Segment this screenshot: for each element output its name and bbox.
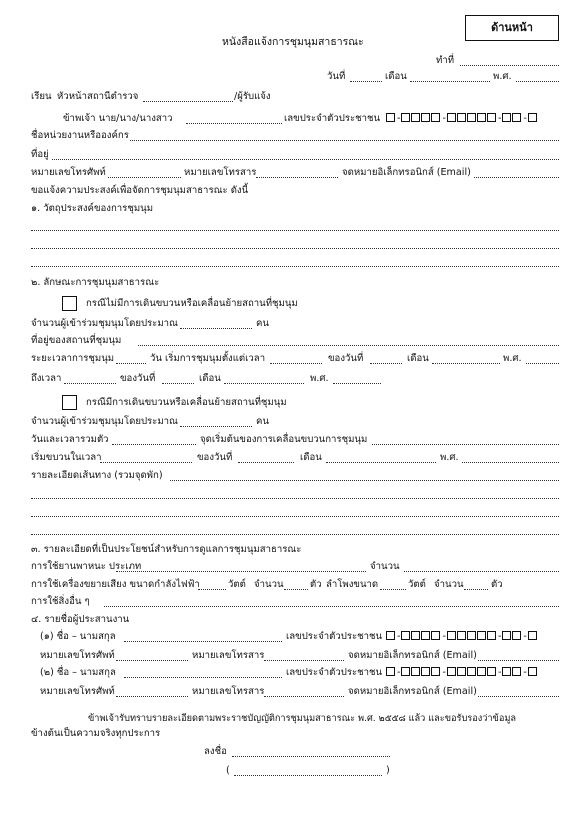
coordinator-2-phone-label: หมายเลขโทรศัพท์ [40,686,115,697]
coordinator-2-id-label: เลขประจำตัวประชาชน [286,667,383,678]
no-march-start-time-field[interactable] [270,363,322,364]
signature-field[interactable] [232,756,390,757]
no-march-participants-label: จำนวนผู้เข้าร่วมชุมนุมโดยประมาณ [31,318,178,329]
march-label: กรณีมีการเดินขบวนหรือเคลื่อนย้ายสถานที่ชุมนุม [86,397,287,408]
no-march-until-month-label: เดือน [199,373,221,384]
salutation-prefix: เรียน [31,91,52,102]
applicant-id-label: เลขประจำตัวประชาชน [284,113,381,124]
march-year-field[interactable] [462,462,559,463]
purpose-line-3[interactable] [31,266,559,267]
speaker-size-label: ลำโพงขนาด [326,579,379,590]
fax-label: หมายเลขโทรสาร [184,167,257,178]
coordinator-2-name-label: (๒) ชื่อ – นามสกุล [40,667,116,678]
applicant-id-boxes[interactable]: - - - - [386,113,538,125]
vehicles-count-label: จำนวน [370,561,400,572]
coordinator-1-phone-label: หมายเลขโทรศัพท์ [40,650,115,661]
coordinator-1-name-field[interactable] [124,641,282,642]
coordinator-1-id-boxes[interactable]: - - - - [386,631,538,643]
coordinator-2-name-field[interactable] [124,677,282,678]
coordinator-1-phone-field[interactable] [116,660,188,661]
route-line-1[interactable] [170,480,559,481]
purpose-line-1[interactable] [31,230,559,231]
route-line-3[interactable] [31,516,559,517]
no-march-persons-unit: คน [256,318,269,329]
fax-field[interactable] [256,177,338,178]
no-march-until-year-label: พ.ศ. [310,373,329,384]
speaker-unit: ตัว [491,579,503,590]
section1-title: ๑. วัตถุประสงค์ของการชุมนุม [31,203,154,214]
section3-title: ๓. รายละเอียดที่เป็นประโยชน์สำหรับการดูแลการชุมนุมสาธารณะ [31,544,302,555]
march-year-label: พ.ศ. [440,452,459,463]
no-march-participants-field[interactable] [180,328,252,329]
coordinator-1-name-label: (๑) ชื่อ – นามสกุล [40,631,116,642]
section2-title: ๒. ลักษณะการชุมนุมสาธารณะ [31,277,160,288]
other-items-label: การใช้สิ่งอื่น ๆ [31,596,90,607]
date-year-field[interactable] [516,81,559,82]
org-field[interactable] [130,140,559,141]
coordinator-2-email-label: จดหมายอิเล็กทรอนิกส์ (Email) [348,686,477,697]
other-items-field[interactable] [104,606,559,607]
date-month-label: เดือน [385,71,407,82]
loudspeaker-count-field[interactable] [284,589,308,590]
no-march-until-label: ถึงเวลา [31,373,62,384]
signature-close-paren: ) [386,765,390,776]
march-day-field[interactable] [238,462,294,463]
speaker-size-field[interactable] [380,589,406,590]
no-march-location-field[interactable] [138,345,559,346]
vehicles-count-field[interactable] [404,571,559,572]
no-march-duration-label: ระยะเวลาการชุมนุม [31,353,115,364]
purpose-line-2[interactable] [31,248,559,249]
coordinator-2-fax-label: หมายเลขโทรสาร [192,686,265,697]
speaker-count-field[interactable] [464,589,488,590]
loudspeaker-count-label: จำนวน [254,579,284,590]
coordinator-2-id-boxes[interactable]: - - - - [386,667,538,679]
route-line-4[interactable] [31,534,559,535]
speaker-watt-unit: วัตต์ [408,579,426,590]
loudspeaker-power-field[interactable] [198,589,226,590]
march-start-time-label: เริ่มขบวนในเวลา [31,452,102,463]
date-day-label: วันที่ [327,71,346,82]
no-march-until-day-label: ของวันที่ [120,373,156,384]
front-page-label: ด้านหน้า [465,15,559,41]
applicant-name-field[interactable] [186,123,282,124]
no-march-until-day-field[interactable] [162,383,194,384]
no-march-year-label: พ.ศ. [503,353,522,364]
loudspeaker-unit: ตัว [310,579,322,590]
march-persons-unit: คน [256,416,269,427]
march-month-field[interactable] [326,462,436,463]
coordinator-1-email-label: จดหมายอิเล็กทรอนิกส์ (Email) [348,650,477,661]
no-march-month-field[interactable] [432,363,500,364]
march-start-point-label: จุดเริ่มต้นของการเคลื่อนขบวนการชุมนุม [200,434,368,445]
loudspeaker-watt-unit: วัตต์ [228,579,246,590]
vehicles-label: การใช้ยานพาหนะ ประเภท [31,561,142,572]
march-participants-field[interactable] [180,426,252,427]
no-march-location-label: ที่อยู่ของสถานที่ชุมนุม [31,335,122,346]
loudspeaker-label: การใช้เครื่องขยายเสียง ขนาดกำลังไฟฟ้า [31,579,200,590]
phone-label: หมายเลขโทรศัพท์ [31,167,106,178]
email-field[interactable] [474,177,559,178]
march-start-time-field[interactable] [100,462,192,463]
applicant-name-label: ข้าพเจ้า นาย/นาง/นางสาว [63,113,173,124]
date-year-label: พ.ศ. [493,71,512,82]
signature-open-paren: ( [226,765,230,776]
page-title: หนังสือแจ้งการชุมนุมสาธารณะ [222,36,364,48]
no-march-days-start-label: วัน เริ่มการชุมนุมตั้งแต่เวลา [150,353,266,364]
salutation-recipient: หัวหน้าสถานีตำรวจ [57,91,139,102]
no-march-until-time-field[interactable] [64,383,116,384]
intent-text: ขอแจ้งความประสงค์เพื่อจัดการชุมนุมสาธารณะ ดังนี้ [31,185,249,196]
coordinator-1-fax-label: หมายเลขโทรสาร [192,650,265,661]
coordinator-2-phone-field[interactable] [116,696,188,697]
no-march-label: กรณีไม่มีการเดินขบวนหรือเคลื่อนย้ายสถานที่ชุมนุม [86,298,298,309]
email-label: จดหมายอิเล็กทรอนิกส์ (Email) [342,167,471,178]
no-march-checkbox[interactable] [62,296,77,311]
march-month-label: เดือน [300,452,322,463]
address-label: ที่อยู่ [31,149,49,160]
address-field[interactable] [52,159,559,160]
declaration-line-2: ข้างต้นเป็นความจริงทุกประการ [31,728,161,739]
march-route-label: รายละเอียดเส้นทาง (รวมจุดพัก) [31,470,163,481]
no-march-of-day-label: ของวันที่ [328,353,364,364]
coordinator-1-id-label: เลขประจำตัวประชาชน [286,631,383,642]
no-march-month-label: เดือน [407,353,429,364]
section4-title: ๔. รายชื่อผู้ประสานงาน [31,614,130,625]
date-month-field[interactable] [410,81,490,82]
march-assembly-field[interactable] [112,444,196,445]
no-march-day-field[interactable] [370,363,402,364]
no-march-duration-field[interactable] [116,363,146,364]
coordinator-2-email-field[interactable] [478,696,559,697]
signature-name-field[interactable] [234,775,382,776]
phone-field[interactable] [108,177,181,178]
no-march-until-year-field[interactable] [333,383,381,384]
route-line-2[interactable] [31,498,559,499]
declaration-line-1: ข้าพเจ้ารับทราบรายละเอียดตามพระราชบัญญัติการชุมนุมสาธารณะ พ.ศ. ๒๕๕๘ แล้ว และขอรับรองว่าข้อมูล [88,713,517,724]
march-of-day-label: ของวันที่ [197,452,233,463]
march-assembly-label: วันและเวลารวมตัว [31,434,109,445]
march-checkbox[interactable] [62,395,77,410]
speaker-count-label: จำนวน [434,579,464,590]
written-at-field[interactable] [460,65,559,66]
salutation-authorized: /ผู้รับแจ้ง [234,91,271,102]
written-at-label: ทำที่ [436,55,455,66]
coordinator-1-email-field[interactable] [478,660,559,661]
police-station-field[interactable] [143,101,233,102]
date-day-field[interactable] [350,81,382,82]
no-march-until-month-field[interactable] [224,383,304,384]
march-participants-label: จำนวนผู้เข้าร่วมชุมนุมโดยประมาณ [31,416,178,427]
org-label: ชื่อหน่วยงานหรือองค์กร [31,130,129,141]
signature-label: ลงชื่อ [204,746,227,757]
coordinator-2-fax-field[interactable] [264,696,344,697]
coordinator-1-fax-field[interactable] [264,660,344,661]
vehicles-type-field[interactable] [116,571,366,572]
march-start-point-field[interactable] [372,444,559,445]
no-march-year-field[interactable] [526,363,559,364]
